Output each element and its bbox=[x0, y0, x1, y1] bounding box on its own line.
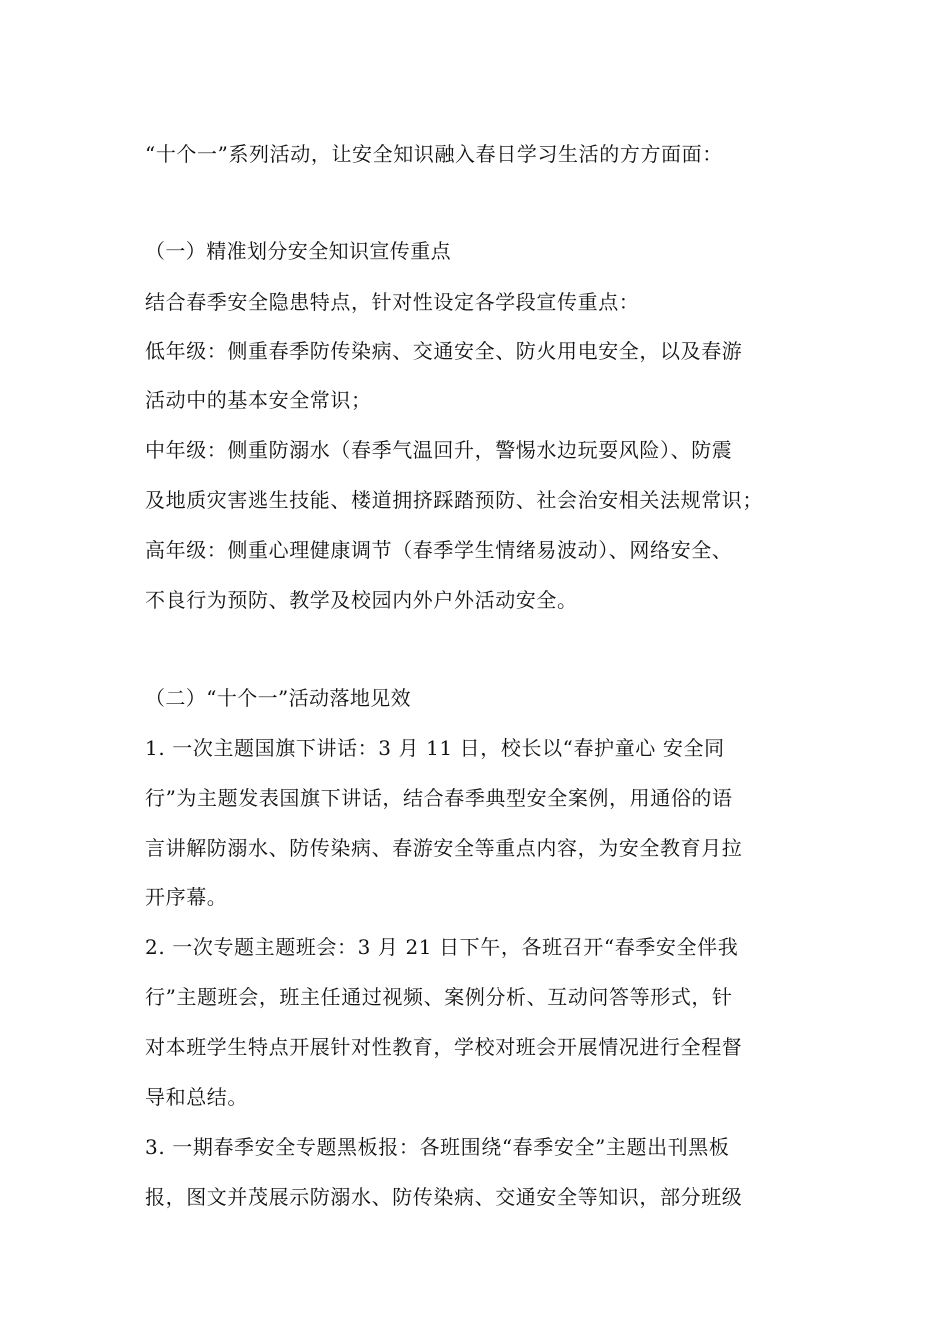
section-2-line: 开序幕。 bbox=[145, 885, 228, 909]
section-2-line: 行”为主题发表国旗下讲话，结合春季典型安全案例，用通俗的语 bbox=[145, 786, 733, 810]
section-2-line: 行”主题班会，班主任通过视频、案例分析、互动问答等形式，针 bbox=[145, 985, 733, 1009]
intro-paragraph: “十个一”系列活动，让安全知识融入春日学习生活的方方面面： bbox=[145, 142, 723, 166]
section-1-line: 不良行为预防、教学及校园内外户外活动安全。 bbox=[145, 588, 578, 612]
section-1-heading: （一）精准划分安全知识宣传重点 bbox=[145, 239, 451, 263]
section-2-heading: （二）“十个一”活动落地见效 bbox=[145, 686, 412, 710]
section-1-line: 低年级：侧重春季防传染病、交通安全、防火用电安全，以及春游 bbox=[145, 339, 743, 363]
section-1-line: 中年级：侧重防溺水（春季气温回升，警惕水边玩耍风险）、防震 bbox=[145, 438, 733, 462]
section-2-line: 对本班学生特点开展针对性教育，学校对班会开展情况进行全程督 bbox=[145, 1035, 743, 1059]
section-1-line: 及地质灾害逃生技能、楼道拥挤踩踏预防、社会治安相关法规常识； bbox=[145, 488, 763, 512]
section-2-line: 3. 一期春季安全专题黑板报：各班围绕“春季安全”主题出刊黑板 bbox=[145, 1135, 730, 1159]
section-1-line: 活动中的基本安全常识； bbox=[145, 388, 372, 412]
section-2-line: 报，图文并茂展示防溺水、防传染病、交通安全等知识，部分班级 bbox=[145, 1185, 743, 1209]
section-2-line: 言讲解防溺水、防传染病、春游安全等重点内容，为安全教育月拉 bbox=[145, 836, 743, 860]
section-1-line: 结合春季安全隐患特点，针对性设定各学段宣传重点： bbox=[145, 290, 640, 314]
section-2-line: 1. 一次主题国旗下讲话：3 月 11 日，校长以“春护童心 安全同 bbox=[145, 736, 725, 760]
section-2-line: 2. 一次专题主题班会：3 月 21 日下午，各班召开“春季安全伴我 bbox=[145, 935, 739, 959]
section-1-line: 高年级：侧重心理健康调节（春季学生情绪易波动）、网络安全、 bbox=[145, 538, 733, 562]
section-2-line: 导和总结。 bbox=[145, 1085, 248, 1109]
